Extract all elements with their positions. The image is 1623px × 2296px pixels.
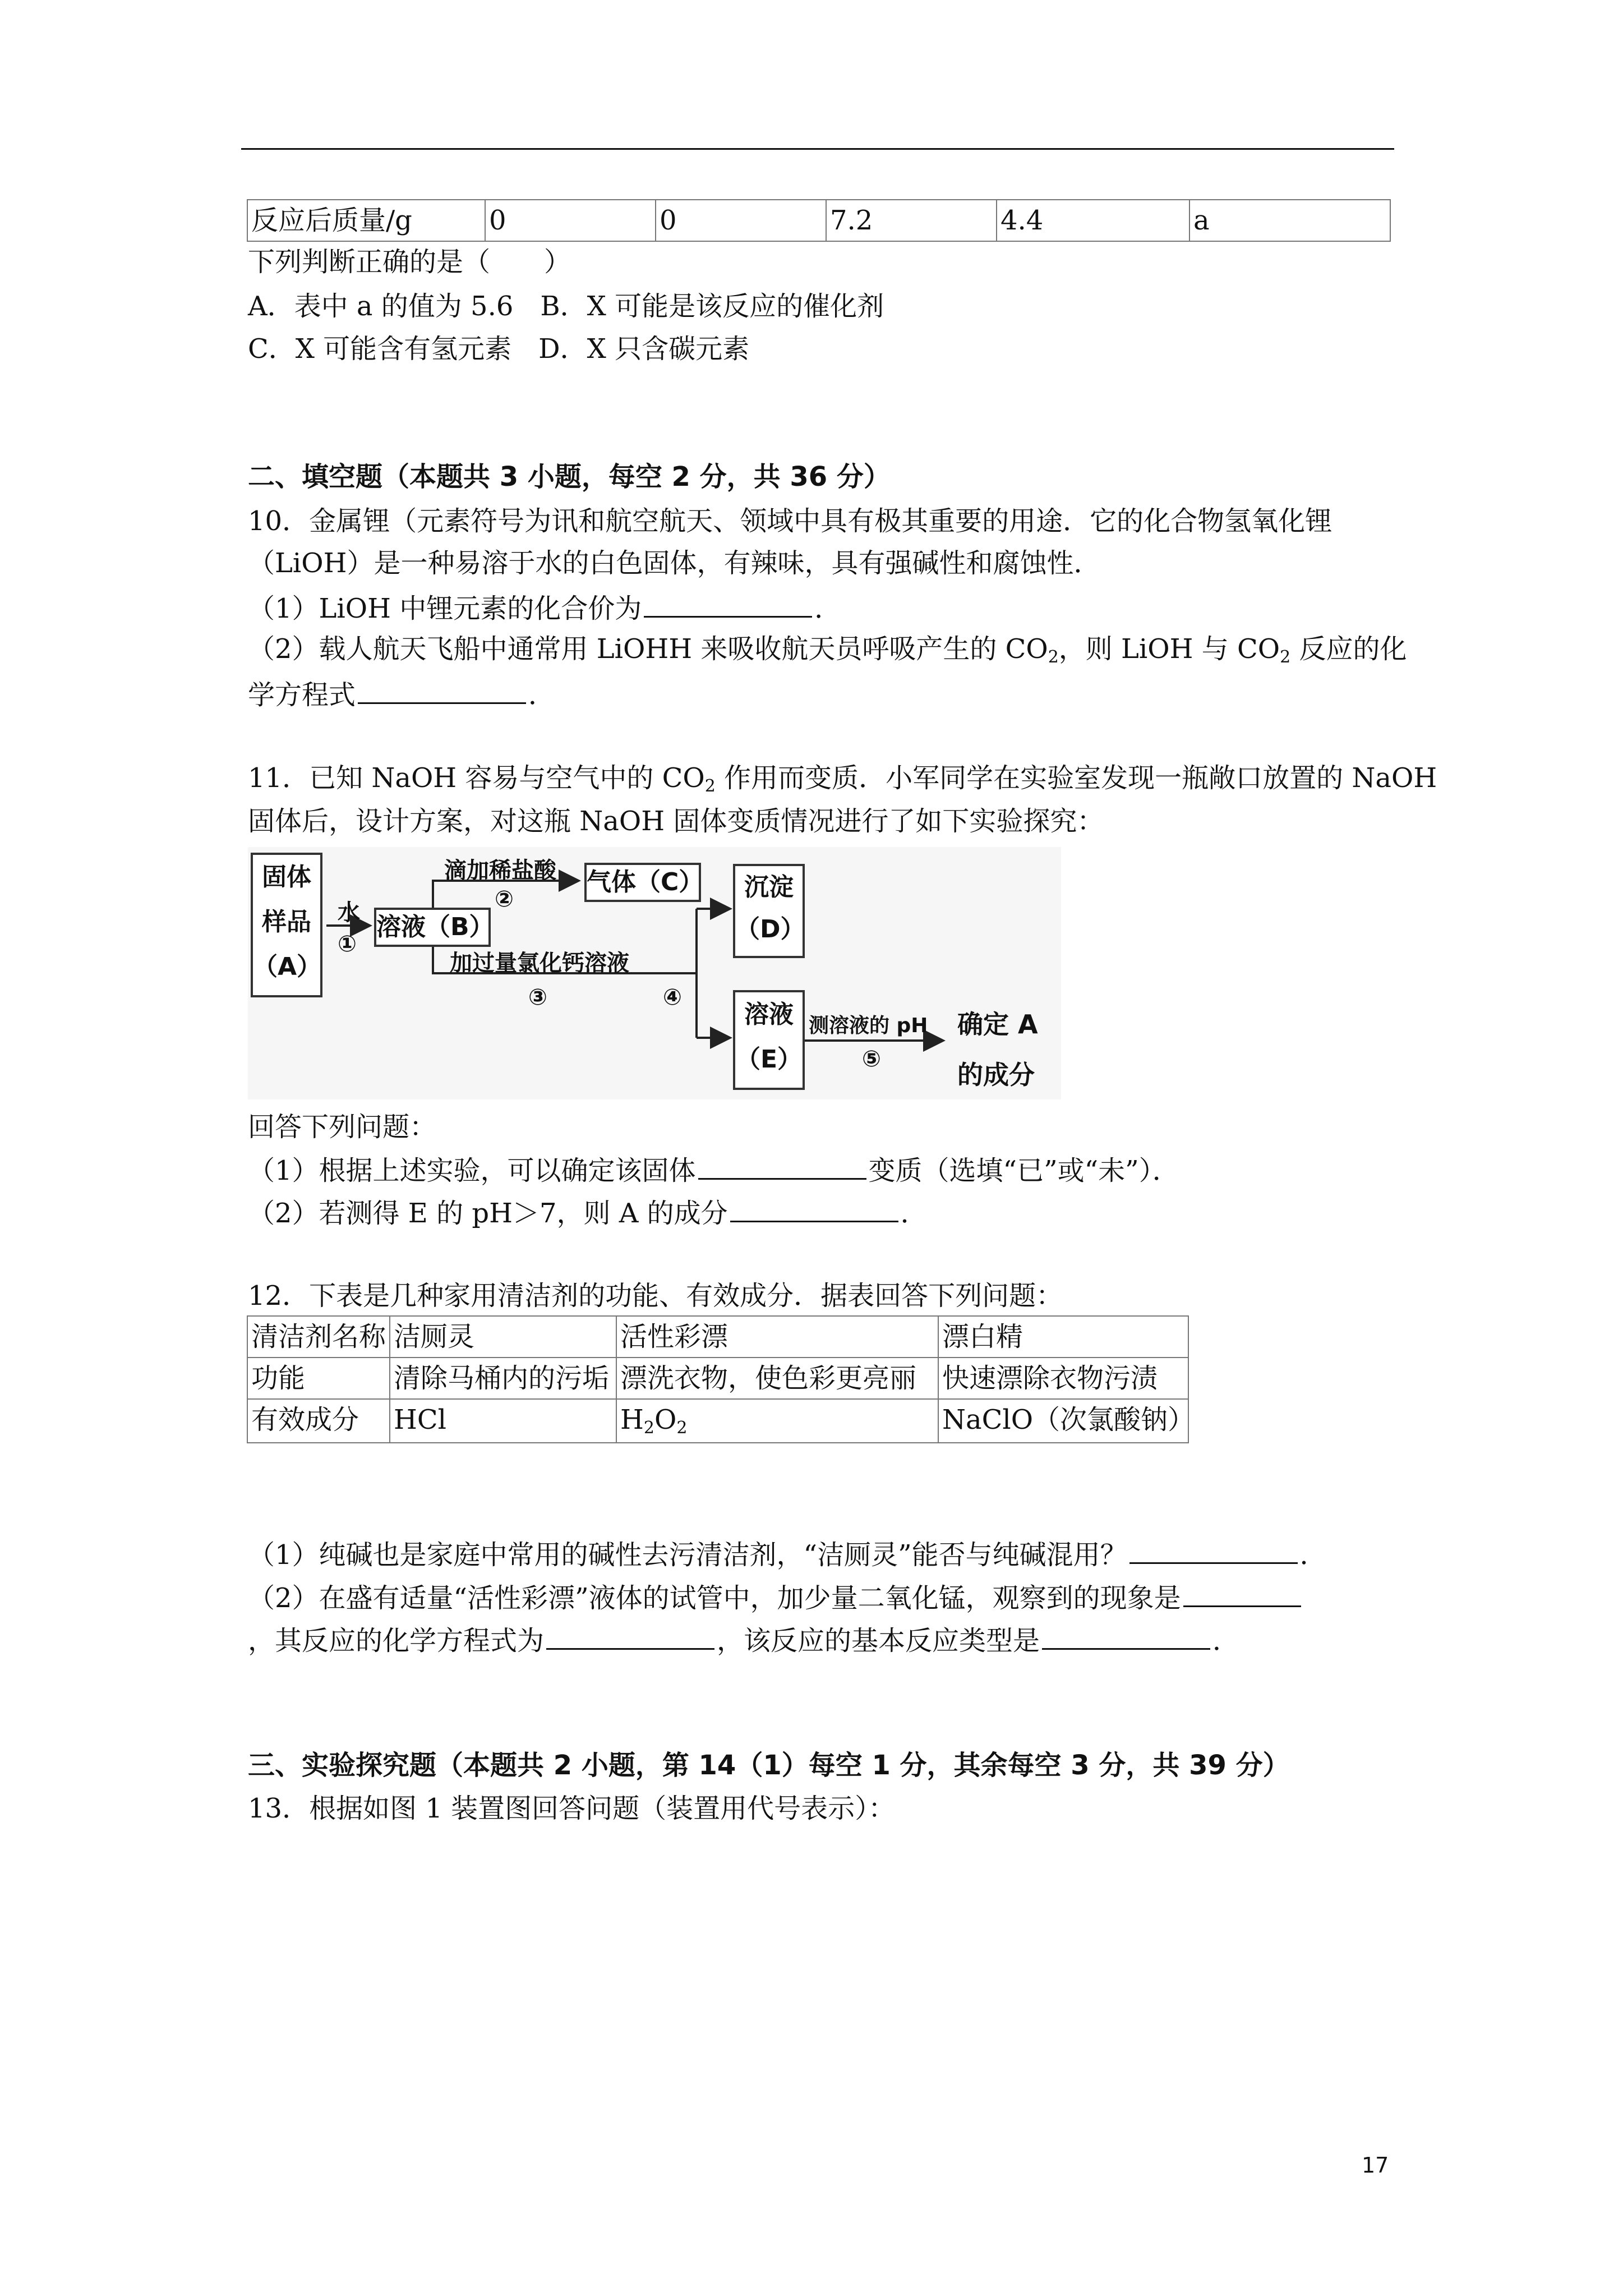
table-cell: 4.4 <box>997 200 1189 241</box>
table-cell: 快速漂除衣物污渍 <box>938 1358 1188 1399</box>
add-acid-label: 滴加稀盐酸 <box>444 858 556 884</box>
step-3-label: ③ <box>528 984 547 1010</box>
q11-line2: 固体后，设计方案，对这瓶 NaOH 固体变质情况进行了如下实验探究： <box>248 806 1104 837</box>
answer-blank[interactable] <box>698 1156 866 1180</box>
table-cell: 有效成分 <box>247 1399 390 1443</box>
section-2-heading: 二、填空题（本题共 3 小题，每空 2 分，共 36 分） <box>248 461 891 493</box>
table-cell: 清除马桶内的污垢 <box>390 1358 616 1399</box>
solution-e-box <box>733 990 805 1090</box>
table-row <box>247 1399 1188 1443</box>
table-cell: 洁厕灵 <box>390 1316 616 1358</box>
answer-blank[interactable] <box>644 593 812 618</box>
table-row <box>247 1316 1188 1358</box>
step-2-label: ② <box>495 886 514 912</box>
formula-o: O <box>654 1404 677 1435</box>
header-rule <box>241 148 1394 150</box>
solution-e-label-1: 溶液 <box>744 1000 794 1029</box>
q10-part2-text-b: ，则 LiOH 与 CO <box>1058 633 1280 665</box>
answer-blank[interactable] <box>1042 1626 1210 1650</box>
answer-blank[interactable] <box>730 1198 898 1222</box>
table-row <box>247 1358 1188 1399</box>
conclusion-label-2: 的成分 <box>957 1060 1035 1090</box>
q11-part2-end: ． <box>900 1198 928 1229</box>
subscript: 2 <box>1048 647 1059 667</box>
subscript: 2 <box>643 1418 654 1438</box>
gas-c-box: 气体（C） <box>584 863 701 902</box>
subscript: 2 <box>704 776 716 796</box>
cleaner-table <box>247 1315 1195 1443</box>
q12-part2-line2-a: ，其反应的化学方程式为 <box>248 1625 545 1657</box>
q12-part1-end: ． <box>1299 1539 1327 1571</box>
q10-part1-end: ． <box>814 593 842 624</box>
q10-part2-end: ． <box>528 679 556 711</box>
table-cell: 0 <box>656 200 826 241</box>
q11-answer-intro: 回答下列问题： <box>248 1111 437 1143</box>
q10-part2-line2-text: 学方程式 <box>248 679 356 711</box>
step-1-label: ① <box>338 931 357 957</box>
q10-part2-line2 <box>248 679 556 711</box>
table-cell: 7.2 <box>826 200 997 241</box>
water-label: 水 <box>338 900 360 926</box>
q10-part2-text-a: （2）载人航天飞船中通常用 LiOHH 来吸收航天员呼吸产生的 CO <box>248 633 1048 665</box>
q9-options-cd: C．X 可能含有氢元素 D．X 只含碳元素 <box>248 333 750 365</box>
answer-blank[interactable] <box>1129 1540 1298 1564</box>
table-cell: 漂白精 <box>938 1316 1188 1358</box>
table-cell: 活性彩漂 <box>616 1316 938 1358</box>
precipitate-label-2: （D） <box>735 915 805 944</box>
table-row <box>247 200 1390 241</box>
q10-part2-text-c: 反应的化 <box>1290 633 1407 665</box>
q9-options-ab: A．表中 a 的值为 5.6 B．X 可能是该反应的催化剂 <box>248 291 884 322</box>
table-cell: HCl <box>390 1399 616 1443</box>
q12-part2-line2-b: ，该反应的基本反应类型是 <box>717 1625 1040 1657</box>
table-cell <box>616 1399 938 1443</box>
q10-part2 <box>248 633 1407 667</box>
add-cacl2-label: 加过量氯化钙溶液 <box>450 950 629 976</box>
solution-b-box: 溶液（B） <box>374 908 491 947</box>
q11-part2-text: （2）若测得 E 的 pH＞7，则 A 的成分 <box>248 1198 728 1229</box>
step-5-label: ⑤ <box>862 1046 881 1072</box>
q13-text: 13．根据如图 1 装置图回答问题（装置用代号表示）： <box>248 1793 896 1824</box>
q11-line1 <box>248 762 1437 796</box>
q12-part2-text: （2）在盛有适量“活性彩漂”液体的试管中，加少量二氧化锰，观察到的现象是 <box>248 1582 1181 1614</box>
q12-part1 <box>248 1539 1327 1571</box>
q11-part1-text-b: 变质（选填“已”或“未”）． <box>868 1155 1179 1186</box>
q12-intro: 12．下表是几种家用清洁剂的功能、有效成分．据表回答下列问题： <box>248 1280 1063 1312</box>
table-cell: NaClO（次氯酸钠） <box>938 1399 1188 1443</box>
q12-part2 <box>248 1583 1303 1612</box>
precipitate-d-box <box>733 864 805 958</box>
q9-prompt: 下列判断正确的是（ ） <box>248 246 571 278</box>
q10-part1 <box>248 593 841 622</box>
solution-e-label-2: （E） <box>735 1045 803 1074</box>
table-cell: 功能 <box>247 1358 390 1399</box>
answer-blank[interactable] <box>546 1626 714 1650</box>
answer-blank[interactable] <box>1183 1583 1301 1607</box>
prev-question-table <box>247 199 1391 242</box>
subscript: 2 <box>1280 647 1291 667</box>
q11-line1-b: 作用而变质．小军同学在实验室发现一瓶敞口放置的 NaOH <box>715 762 1437 794</box>
sample-label-3: （A） <box>253 953 322 981</box>
answer-blank[interactable] <box>358 680 526 704</box>
sample-label-2: 样品 <box>262 908 311 936</box>
formula-h: H <box>620 1404 644 1435</box>
conclusion-label-1: 确定 A <box>957 1009 1038 1039</box>
step-4-label: ④ <box>663 984 682 1010</box>
measure-ph-label: 测溶液的 pH <box>809 1014 928 1037</box>
q11-part2 <box>248 1198 928 1227</box>
sample-label-1: 固体 <box>262 863 311 891</box>
table-cell: 反应后质量/g <box>247 200 485 241</box>
q11-line1-a: 11．已知 NaOH 容易与空气中的 CO <box>248 762 705 794</box>
table-cell: 清洁剂名称 <box>247 1316 390 1358</box>
q12-part2-end: ． <box>1212 1625 1240 1657</box>
table-cell: a <box>1189 200 1390 241</box>
q10-line1: 10．金属锂（元素符号为讯和航空航天、领域中具有极其重要的用途．它的化合物氢氧化锂 <box>248 505 1332 537</box>
experiment-flow-diagram <box>248 847 1061 1099</box>
q12-part2-line2 <box>248 1625 1240 1657</box>
table-cell: 漂洗衣物，使色彩更亮丽 <box>616 1358 938 1399</box>
q11-part1 <box>248 1156 1179 1184</box>
section-3-heading: 三、实验探究题（本题共 2 小题，第 14（1）每空 1 分，其余每空 3 分，共 39 分） <box>248 1750 1290 1781</box>
q10-line2: （LiOH）是一种易溶于水的白色固体，有辣味，具有强碱性和腐蚀性． <box>248 547 1101 579</box>
q12-part1-text: （1）纯碱也是家庭中常用的碱性去污清洁剂，“洁厕灵”能否与纯碱混用？ <box>248 1539 1127 1571</box>
precipitate-label-1: 沉淀 <box>744 873 794 901</box>
sample-a-box <box>251 853 322 997</box>
page-number: 17 <box>1362 2153 1389 2178</box>
q10-part1-text: （1）LiOH 中锂元素的化合价为 <box>248 593 642 624</box>
q11-part1-text-a: （1）根据上述实验，可以确定该固体 <box>248 1155 696 1186</box>
subscript: 2 <box>676 1418 688 1438</box>
table-cell: 0 <box>485 200 656 241</box>
